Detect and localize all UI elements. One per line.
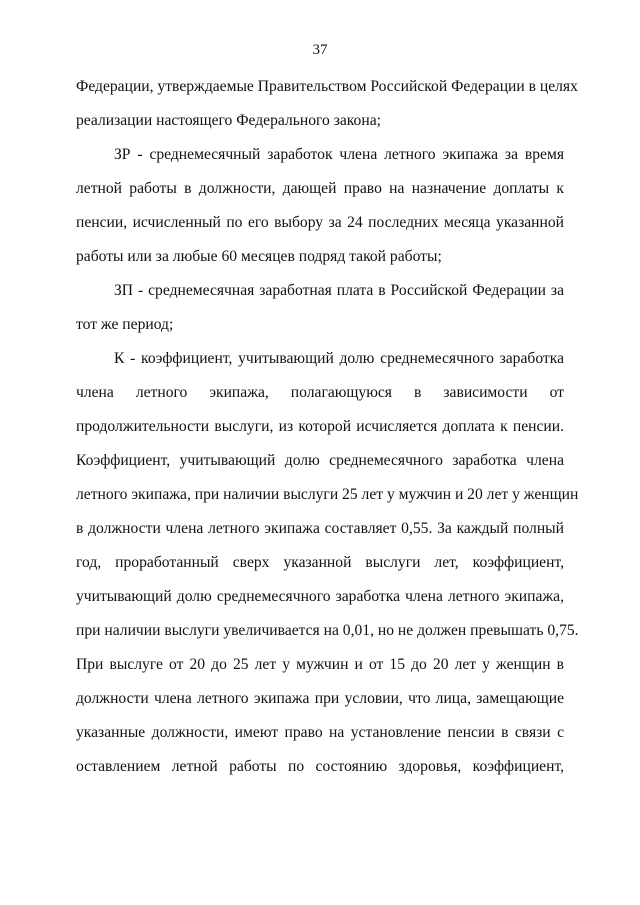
- text-line: летной работы в должности, дающей право на назначение доплаты к: [76, 180, 564, 197]
- text-line: ЗР - среднемесячный заработок члена летного экипажа за время: [114, 146, 564, 163]
- text-line: работы или за любые 60 месяцев подряд такой работы;: [76, 248, 442, 265]
- text-line: реализации настоящего Федерального закона;: [76, 112, 381, 129]
- page-number: 37: [312, 42, 328, 58]
- text-line: тот же период;: [76, 316, 174, 333]
- text-line: оставлением летной работы по состоянию здоровья, коэффициент,: [76, 758, 564, 775]
- text-line: летного экипажа, при наличии выслуги 25 лет у мужчин и 20 лет у женщин: [76, 486, 579, 503]
- text-line: При выслуге от 20 до 25 лет у мужчин и от 15 до 20 лет у женщин в: [76, 656, 564, 673]
- text-line: должности члена летного экипажа при условии, что лица, замещающие: [76, 690, 564, 707]
- text-line: К - коэффициент, учитывающий долю среднемесячного заработка: [114, 350, 564, 367]
- text-line: Коэффициент, учитывающий долю среднемесячного заработка члена: [76, 452, 564, 469]
- text-line: члена летного экипажа, полагающуюся в зависимости от: [76, 384, 564, 401]
- text-line: пенсии, исчисленный по его выбору за 24 последних месяца указанной: [76, 214, 564, 231]
- text-line: ЗП - среднемесячная заработная плата в Российской Федерации за: [114, 282, 564, 299]
- text-line: указанные должности, имеют право на установление пенсии в связи с: [76, 724, 564, 741]
- text-line: продолжительности выслуги, из которой исчисляется доплата к пенсии.: [76, 418, 564, 435]
- document-body: [76, 76, 579, 790]
- text-line: Федерации, утверждаемые Правительством Российской Федерации в целях: [76, 78, 578, 95]
- text-line: учитывающий долю среднемесячного заработка члена летного экипажа,: [76, 588, 564, 605]
- text-line: в должности члена летного экипажа составляет 0,55. За каждый полный: [76, 520, 564, 537]
- text-line: год, проработанный сверх указанной выслуги лет, коэффициент,: [76, 554, 564, 571]
- text-line: при наличии выслуги увеличивается на 0,01, но не должен превышать 0,75.: [76, 622, 579, 639]
